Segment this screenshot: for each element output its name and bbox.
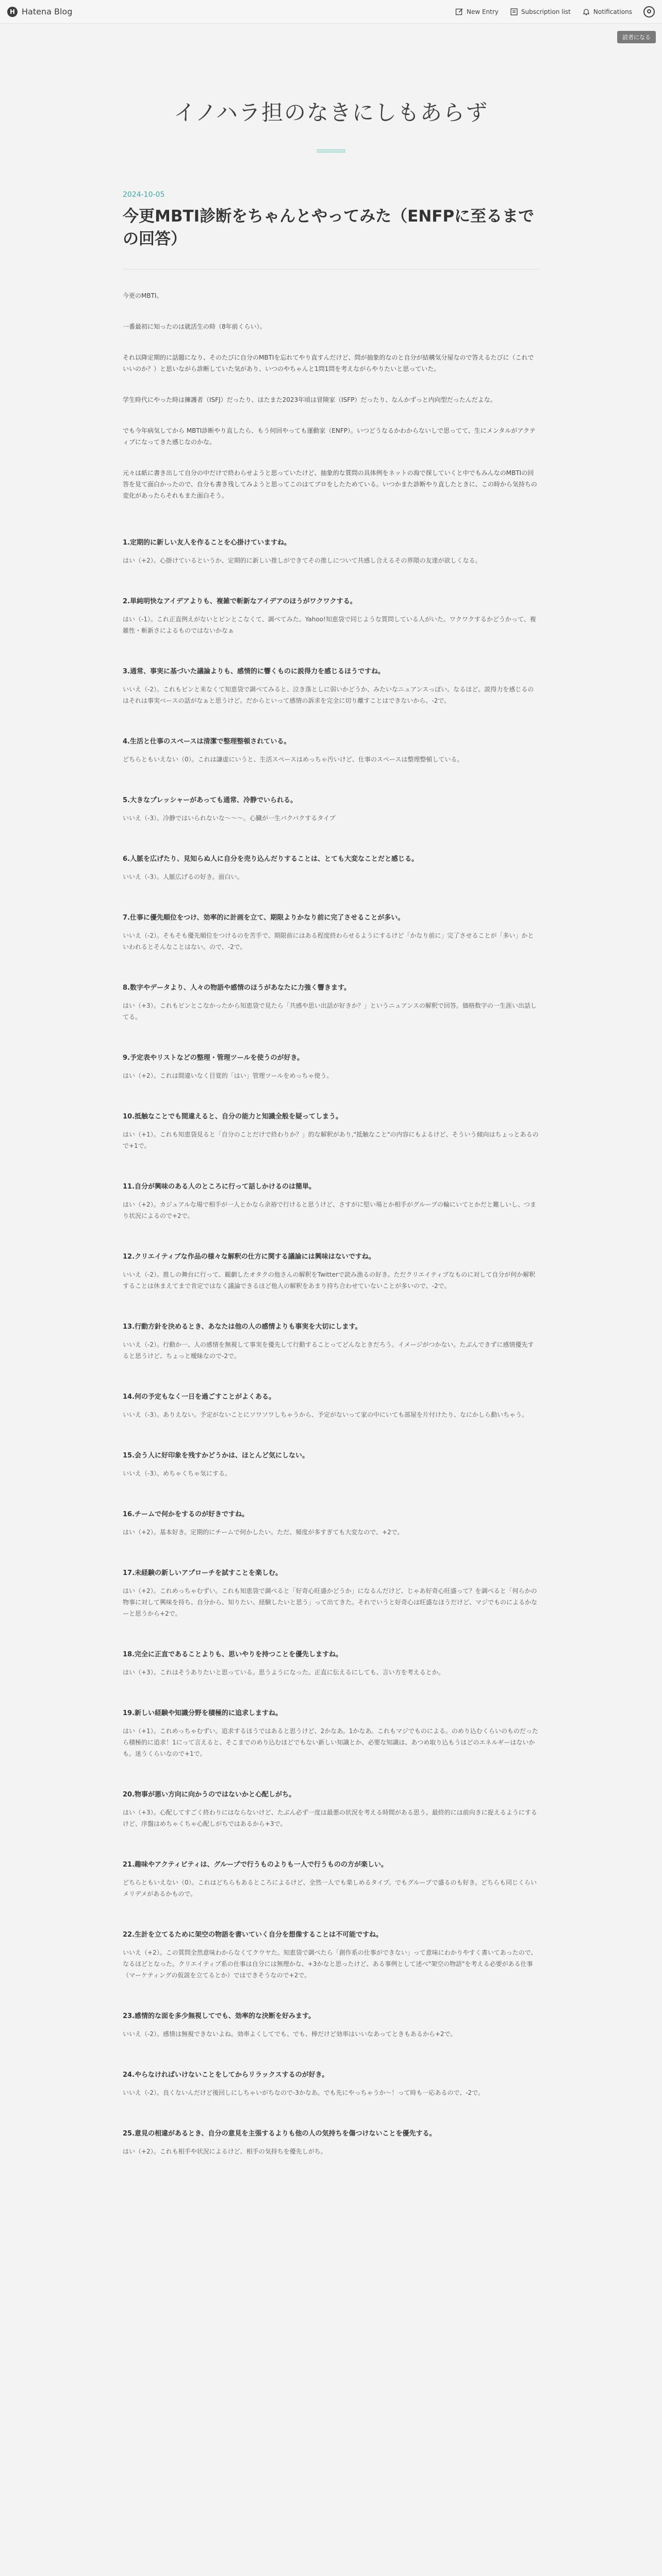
question: 5.大きなプレッシャーがあっても通常、冷静でいられる。 [123, 796, 297, 804]
question-block [123, 537, 539, 566]
question: 10.抵触なことでも間違えると、自分の能力と知識全般を疑ってしまう。 [123, 1113, 343, 1121]
brand-name: Hatena Blog [22, 7, 73, 16]
answer: どちらともいえない（0）。これはどちらもあるところによるけど、全然一人でも楽しめるタイプ。でもグループで盛るのも好き。どちらも同じくらいメリデメがあるかもので。 [123, 1879, 537, 1897]
question: 22.生計を立てるために架空の物語を書いていく自分を想像することは不可能ですね。 [123, 1931, 383, 1939]
question-block [123, 1708, 539, 1759]
question-block [123, 1251, 539, 1292]
question-block [123, 1929, 539, 1981]
question-block [123, 1053, 539, 1081]
question: 6.人脈を広げたり、見知らぬ人に自分を売り込んだりすることは、とても大変なことだと感じる。 [123, 855, 418, 863]
question: 3.通常、事実に基づいた議論よりも、感情的に響くものに説得力を感じるほうですね。 [123, 668, 385, 675]
question-block [123, 1649, 539, 1678]
answer: はい（+2）。基本好き。定期的にチームで何かしたい。ただ、頻度が多すぎても大変なので、+2で。 [123, 1529, 404, 1536]
intro-paragraph: 一番最初に知ったのは就活生の時（8年前くらい）。 [123, 323, 266, 330]
answer: はい（+1）。これめっちゃむずい。追求するほうではあると思うけど、2かなあ。1かなあ。これもマジでものによる。のめり込むくらいのものだったら積極的に追求！1にって言えると、そこまでのめり込むほどでもない新しい知識とか、必要な知識は、あつめ取り込もうはどのエネルギーはないかも。迷うくらいなので+1で。 [123, 1727, 538, 1757]
post-date[interactable]: 2024-10-05 [123, 191, 165, 199]
answer: はい（+3）。これもピンとこなかったから知恵袋で見たら「共感や思い出話が好きか？」というニュアンスの解釈で回答。価格数字の一生涯い出話してる。 [123, 1002, 537, 1021]
list-icon [510, 8, 518, 16]
question: 24.やらなければいけないことをしてからリラックスするのが好き。 [123, 2071, 329, 2079]
question: 4.生活と仕事のスペースは清潔で整理整頓されている。 [123, 738, 291, 745]
answer: はい（+2）。心掛けているというか、定期的に新しい推しができてその推しについて共感し合えるその界隈の友達が欲しくなる。 [123, 557, 482, 564]
question-block [123, 1450, 539, 1479]
post-title[interactable]: 今更MBTI診断をちゃんとやってみた（ENFPに至るまでの回答） [123, 207, 535, 248]
question: 17.未経験の新しいアプローチを試すことを楽しむ。 [123, 1569, 283, 1577]
answer: いいえ（-2）。良くないんだけど後回しにしちゃいがちなので-3かなあ。でも先にやっちゃうか〜！って時も一応あるので、-2で。 [123, 2089, 484, 2096]
answer: はい（+3）。心配してすごく終わりにはならないけど、たぶん必ず一度は最悪の状況を考える時間がある思う。最終的には前向きに捉えるようにするけど、序盤はめちゃくちゃ心配しがちではあるから+3で。 [123, 1809, 537, 1827]
question: 20.物事が悪い方向に向かうのではないかと心配しがち。 [123, 1791, 296, 1799]
question: 12.クリエイティブな作品の様々な解釈の仕方に関する議論には興味はないですね。 [123, 1253, 375, 1261]
title-divider [317, 149, 345, 152]
blog-title[interactable]: イノハラ担のなきにしもあらず [173, 100, 489, 125]
answer: はい（+1）。これも知恵袋見ると「自分のことだけで終わりか？」的な解釈があり,"抵触なこと"の内容にもよるけど、そういう傾向はちょっとあるので+1で。 [123, 1131, 539, 1149]
question: 1.定期的に新しい友人を作ることを心掛けていますね。 [123, 539, 291, 547]
answer: いいえ（-2）。これもピンと来なくて知恵袋で調べてみると、泣き落としに弱いかどうか、みたいなニュアンスっぽい。なるほど。説得力を感じるのはそれは事実ベースの話がなぁと思うけど。だからといって感情の訴求を完全に切り離すことはできないから、-2で。 [123, 686, 534, 704]
question-block [123, 666, 539, 706]
hatena-logo-icon: H [7, 7, 18, 17]
question-block [123, 795, 539, 824]
question-block [123, 1321, 539, 1362]
question: 14.何の予定もなく一日を過ごすことがよくある。 [123, 1393, 276, 1401]
question: 9.予定表やリストなどの整理・管理ツールを使うのが好き。 [123, 1054, 304, 1062]
answer: はい（+2）。これも相手や状況によるけど、相手の気持ちを優先しがち。 [123, 2148, 327, 2155]
answer: どちらともいえない（0）。これは謙虚にいうと、生活スペースはめっちゃ汚いけど、仕事のスペースは整理整頓している。 [123, 756, 464, 763]
intro-paragraph: それ以降定期的に話題になり、そのたびに自分のMBTIを忘れてやり直すんだけど、問が抽象的なのと自分が結構気分屋なので答えるたびに（これでいいのか？）と思いながら診断していた気があり、いつのやちゃんと1問1問を考えながらやりたいと思っていた。 [123, 354, 534, 372]
answer: いいえ（-2）。感情は無視できないよね。効率よくしてでも、でも、棒だけど効率はいいなあってときもあるから+2で。 [123, 2030, 457, 2038]
question-block [123, 1392, 539, 1420]
answer: いいえ（-2）。そもそも優先順位をつけるのを苦手で、期限前にはある程度終わらせるようにするけど「かなり前に」完了させることが「多い」かといわれるとそんなことはない。ので、-2で。 [123, 932, 534, 951]
answer: いいえ（-3）。めちゃくちゃ気にする。 [123, 1470, 231, 1477]
answer: いいえ（+2）。この質問全然意味わからなくてクウヤた。知恵袋で調べたら「創作系の仕事ができない」って意味にわかりやすく書いてあったので、なるほどとなった。クリエイティブ系の仕事は自分には無理かな、+3かなと思ったけど、ある事例として述べ"架空の物語"を考える必要がある仕事（マーケティングの仮説を立てるとか）ではできそうなので+2で。 [123, 1949, 537, 1979]
question: 23.感情的な面を多少無視してでも、効率的な決断を好みます。 [123, 2012, 315, 2020]
question-block [123, 1859, 539, 1900]
question: 21.趣味やアクティビティは、グループで行うものよりも一人で行うものの方が楽しい。 [123, 1861, 388, 1869]
answer: いいえ（-2）。推しの舞台に行って、観劇したオタクの他さんの解釈をTwitterで読み漁るの好き。ただクリエイティブなものに対して自分が何か解釈することは休まえてまで肯定ではなく議論できるほど他人の解釈をあまり持ち合わせていないことが多いので、-2で。 [123, 1271, 536, 1290]
answer: はい（+2）。カジュアルな場で相手が一人とかなら余裕で行けると思うけど、さすがに堅い場とか相手がグループの輪にいてとかだと難しいし、つまり状況によるので+2で。 [123, 1201, 537, 1219]
question-block [123, 596, 539, 636]
question: 16.チームで何かをするのが好きですね。 [123, 1511, 249, 1518]
question: 11.自分が興味のある人のところに行って話しかけるのは簡単。 [123, 1183, 316, 1191]
answer: いいえ（-3）。冷静ではいられないな〜〜〜。心臓が一生バクバクするタイプ [123, 815, 336, 822]
answer: はい（+3）。これはそうありたいと思っている。思うようになった。正直に伝えるにしても、言い方を考えるとか。 [123, 1669, 444, 1676]
nav-notifications-label: Notifications [593, 8, 632, 15]
question-block [123, 1789, 539, 1829]
question-block [123, 854, 539, 883]
question: 19.新しい経験や知識分野を積極的に追求しますね。 [123, 1709, 283, 1717]
article [123, 191, 539, 2187]
intro-paragraph: 学生時代にやった時は擁護者（ISFJ）だったり、ほたまた2023年頃は冒険家（ISFP）だったり、なんかずっと内向型だったんだよな。 [123, 396, 496, 403]
user-avatar-icon[interactable] [643, 6, 655, 18]
nav-subscription-label: Subscription list [521, 8, 571, 15]
nav-notifications[interactable] [582, 8, 632, 16]
question: 8.数字やデータより、人々の物語や感情のほうがあなたに力強く響きます。 [123, 984, 351, 992]
intro-paragraph: でも今年病気してから MBTI診断やり直したら、もう何回やっても運動家（ENFP）。いつどうなるかわからないしで思ってて、生にメンタルがアクティブになってきた感じなのかな。 [123, 427, 536, 446]
brand[interactable] [7, 7, 72, 17]
question-block [123, 736, 539, 765]
blog-header [0, 24, 662, 152]
question-block [123, 2128, 539, 2157]
answer: いいえ（-2）。行動か一、人の感情を無視して事実を優先して行動することってどんなときだろう。イメージがつかない。たぶんできずに感情優先すると思うけど、ちょっと曖昧なので-2で。 [123, 1341, 534, 1360]
subscribe-readers-button[interactable]: 読者になる [617, 31, 656, 43]
question-block [123, 1111, 539, 1151]
question: 25.意見の相違があるとき、自分の意見を主張するよりも他の人の気持ちを傷つけないことを優先する。 [123, 2130, 436, 2138]
intro-paragraph: 元々は紙に書き出して自分の中だけで終わらせようと思っていたけど、抽象的な質問の具体例をネットの海で探していくと中でもみんなのMBTIの回答を見て面白かったので、自分も書き残してみようと思ってこのはてブロをしたためている。いつかまた診断やり直したときに、この時から気持ちの変化があったらそれもまた面白そう。 [123, 469, 537, 499]
nav-subscription-list[interactable] [510, 8, 571, 16]
bell-icon [582, 8, 590, 16]
question-block [123, 1509, 539, 1538]
question-block [123, 912, 539, 953]
top-bar [0, 0, 662, 24]
question-block [123, 1181, 539, 1222]
question: 13.行動方針を決めるとき、あなたは他の人の感情よりも事実を大切にします。 [123, 1323, 362, 1331]
question: 15.会う人に好印象を残すかどうかは、ほとんど気にしない。 [123, 1452, 309, 1460]
answer: いいえ（-3）。人脈広げるの好き。面白い。 [123, 873, 243, 880]
question-block [123, 2011, 539, 2040]
answer: いいえ（-3）。ありえない。予定がないことにソワソワしちゃうから、予定がないって家の中にいても部屋を片付けたり、なにかしら動いちゃう。 [123, 1411, 528, 1418]
nav-new-entry-label: New Entry [466, 8, 499, 15]
answer: はい（+2）。これめっちゃむずい。これも知恵袋で調べると「好奇心旺盛かどうか」になるんだけど、じゃあ好奇心旺盛って？を調べると「何らかの物事に対して興味を持ち、自分から、知りたい、経験したいと思う」って出てきた。それでいうと好奇心は旺盛なほうだけど、マジでものによるかなーと思うから+2で。 [123, 1587, 538, 1617]
answer: はい（+2）。これは間違いなく目覚的「はい」管理ツールをめっちゃ使う。 [123, 1072, 333, 1079]
nav-new-entry[interactable] [455, 8, 499, 16]
intro-paragraph: 今更のMBTI。 [123, 292, 163, 299]
question-block [123, 1568, 539, 1619]
question-block [123, 982, 539, 1023]
question: 7.仕事に優先順位をつけ、効率的に計画を立て、期限よりかなり前に完了させることが多い。 [123, 914, 405, 922]
question-block [123, 2070, 539, 2098]
pencil-icon [455, 8, 464, 16]
question: 2.単純明快なアイデアよりも、複雑で斬新なアイデアのほうがワクワクする。 [123, 598, 357, 605]
nav [455, 6, 655, 18]
question: 18.完全に正直であることよりも、思いやりを持つことを優先しますね。 [123, 1651, 343, 1658]
answer: はい（-1）。これ正直例えがないとピンとこなくて、調べてみた。Yahoo!知恵袋で同じような質問している人がいた。ワクワクするかどうかって、複雑性・斬新さによるものではないかなぁ [123, 616, 536, 634]
